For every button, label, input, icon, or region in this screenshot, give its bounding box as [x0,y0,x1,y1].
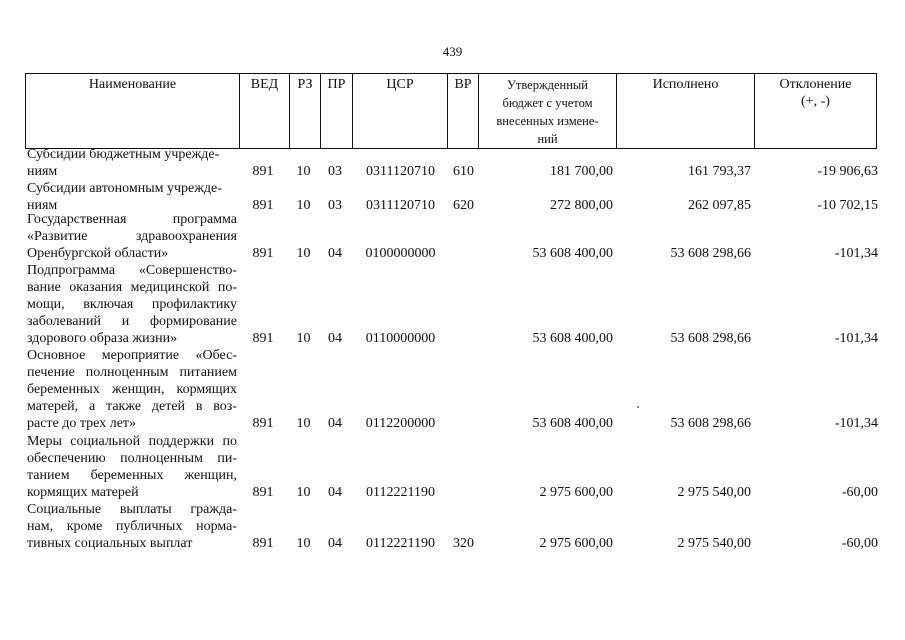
row-ved: 891 [252,331,274,346]
row-pr: 04 [328,536,342,551]
row-name [27,146,237,180]
header-deviation-line: (+, -) [801,94,830,109]
row-deviation: -60,00 [841,536,878,551]
row-name-line: Государственная программа [27,212,237,227]
row-pr: 04 [328,246,342,261]
row-budget: 53 608 400,00 [532,246,613,261]
row-csr: 0100000000 [365,246,436,261]
table-header [25,73,877,149]
row-name [27,501,237,552]
row-name-line: Подпрограмма «Совершенство- [27,263,237,278]
row-deviation: -60,00 [841,485,878,500]
row-deviation: -101,34 [834,416,878,431]
header-ved: ВЕД [240,74,290,149]
row-name-line: танием беременных женщин, [27,468,237,483]
row-budget: 2 975 600,00 [539,536,613,551]
row-executed: 161 793,37 [688,164,751,179]
row-rz: 10 [296,198,311,213]
row-deviation: -19 906,63 [817,164,878,179]
header-budget-line: Утвержденный [507,78,588,92]
row-executed: 53 608 298,66 [670,246,751,261]
row-csr: 0112221190 [366,536,435,551]
row-name-line: мощи, включая профилактику [27,297,237,312]
row-deviation: -10 702,15 [817,198,878,213]
row-name-line: Оренбургской области» [27,246,169,261]
row-executed: 53 608 298,66 [670,331,751,346]
header-budget [479,74,617,149]
row-vr [448,415,479,432]
header-name: Наименование [26,74,240,149]
row-name-line: заболеваний и формирование [27,314,237,329]
row-executed: 2 975 540,00 [677,485,751,500]
row-executed: 2 975 540,00 [677,536,751,551]
row-ved: 891 [252,198,274,213]
page-number: 439 [442,44,463,59]
row-pr: 04 [328,331,342,346]
row-vr: 610 [453,164,474,179]
scan-speck [637,406,639,408]
row-vr [448,484,479,501]
row-ved: 891 [252,485,274,500]
row-name-line: Социальные выплаты гражда- [27,502,237,517]
row-name [27,180,237,214]
row-name-line: ниям [27,198,58,213]
row-name-line: печение полноценным питанием [27,365,237,380]
row-budget: 181 700,00 [550,164,613,179]
header-csr: ЦСР [353,74,448,149]
row-pr: 04 [328,416,342,431]
row-vr [448,245,479,262]
row-vr: 620 [453,198,474,213]
row-name-line: расте до трех лет» [27,416,137,431]
row-ved: 891 [252,164,274,179]
row-name [27,347,237,432]
header-rz: РЗ [290,74,321,149]
header-executed: Исполнено [617,74,755,149]
row-rz: 10 [296,485,311,500]
row-budget: 53 608 400,00 [532,331,613,346]
row-name-line: нам, кроме публичных норма- [27,519,237,534]
row-executed: 53 608 298,66 [670,416,751,431]
row-name-line: обеспечению полноценным пи- [27,451,237,466]
row-csr: 0311120710 [366,164,435,179]
row-rz: 10 [296,536,311,551]
row-name-line: Субсидии автономным учрежде- [27,181,222,196]
row-name-line: «Развитие здравоохранения [27,229,237,244]
row-rz: 10 [296,416,311,431]
row-budget: 2 975 600,00 [539,485,613,500]
row-name [27,211,237,262]
row-rz: 10 [296,246,311,261]
row-pr: 03 [328,164,342,179]
row-name-line: Меры социальной поддержки по [27,434,237,449]
header-vr: ВР [448,74,479,149]
row-vr [448,330,479,347]
row-executed: 262 097,85 [688,198,751,213]
row-name-line: тивных социальных выплат [27,536,193,551]
row-rz: 10 [296,331,311,346]
row-rz: 10 [296,164,311,179]
row-name-line: вание оказания медицинской по- [27,280,237,295]
row-ved: 891 [252,246,274,261]
header-budget-line: ний [537,132,558,146]
row-name-line: кормящих матерей [27,485,139,500]
row-name-line: здорового образа жизни» [27,331,178,346]
row-name-line: Основное мероприятие «Обес- [27,348,237,363]
row-ved: 891 [252,416,274,431]
row-name [27,433,237,501]
header-deviation [755,74,877,149]
row-pr: 03 [328,198,342,213]
row-pr: 04 [328,485,342,500]
row-budget: 53 608 400,00 [532,416,613,431]
header-budget-line: бюджет с учетом [502,96,593,110]
row-budget: 272 800,00 [550,198,613,213]
row-name [27,262,237,347]
row-name-line: матерей, а также детей в воз- [27,399,237,414]
row-csr: 0112221190 [366,485,435,500]
row-csr: 0311120710 [366,198,435,213]
row-vr: 320 [453,536,474,551]
row-name-line: Субсидии бюджетным учрежде- [27,147,220,162]
row-ved: 891 [252,536,274,551]
row-deviation: -101,34 [834,246,878,261]
row-csr: 0110000000 [365,331,436,346]
header-pr: ПР [321,74,353,149]
row-deviation: -101,34 [834,331,878,346]
header-deviation-line: Отклонение [779,77,852,92]
row-name-line: беременных женщин, кормящих [27,382,237,397]
row-name-line: ниям [27,164,58,179]
row-csr: 0112200000 [365,416,436,431]
header-budget-line: внесенных измене- [496,114,599,128]
